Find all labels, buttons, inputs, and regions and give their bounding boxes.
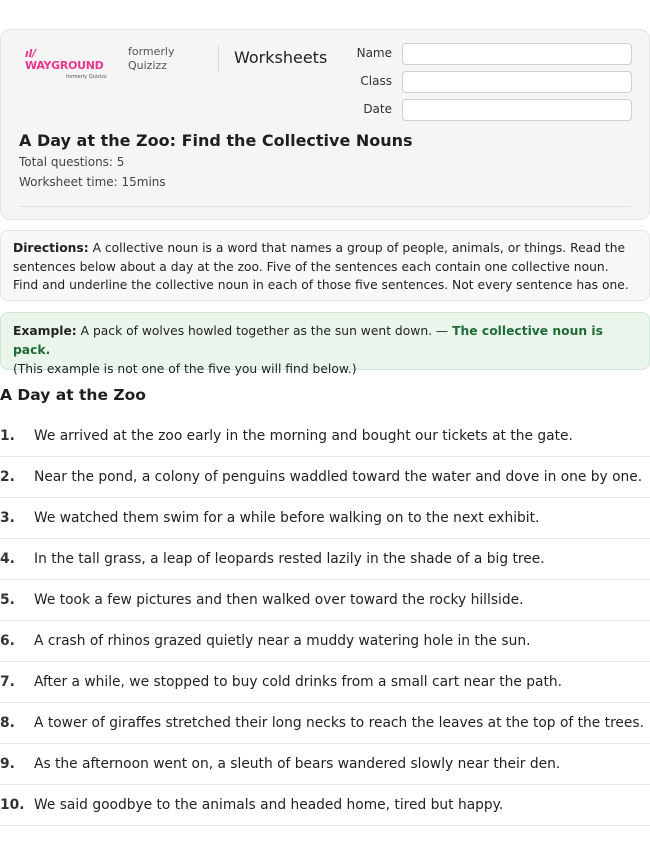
question-row — [0, 703, 650, 744]
question-row — [0, 539, 650, 580]
question-text: After a while, we stopped to buy cold drinks from a small cart near the path. — [34, 674, 563, 690]
directions-label: Directions: — [13, 241, 89, 255]
question-text: A tower of giraffes stretched their long necks to reach the leaves at the top of the trees. — [34, 715, 644, 731]
class-label: Class — [360, 74, 392, 88]
question-number: 5. — [0, 592, 15, 608]
question-text: We arrived at the zoo early in the morning and bought our tickets at the gate. — [34, 428, 573, 444]
question-number: 3. — [0, 510, 15, 526]
question-list — [0, 416, 650, 826]
question-number: 1. — [0, 428, 15, 444]
question-number: 8. — [0, 715, 15, 731]
question-row — [0, 416, 650, 457]
question-number: 7. — [0, 674, 15, 690]
formerly-name: Quizizz — [128, 59, 168, 72]
example-box — [0, 312, 650, 376]
wayground-logo — [25, 48, 115, 78]
worksheets-label: Worksheets — [234, 48, 328, 67]
question-text: We took a few pictures and then walked over toward the rocky hillside. — [34, 592, 524, 608]
question-number: 6. — [0, 633, 15, 649]
header-rule — [19, 206, 631, 207]
question-row — [0, 744, 650, 785]
question-text: As the afternoon went on, a sleuth of bears wandered slowly near their den. — [34, 756, 561, 772]
logo-subtext: formerly Quizizz — [66, 74, 107, 80]
example-answer: The collective noun is pack. — [13, 324, 603, 357]
worksheet-header — [0, 29, 650, 220]
logo-text: WAYGROUND — [25, 59, 104, 72]
date-label: Date — [363, 102, 392, 116]
question-text: We watched them swim for a while before walking on to the next exhibit. — [34, 510, 540, 526]
question-row — [0, 785, 650, 826]
question-text: Near the pond, a colony of penguins waddled toward the water and dove in one by one. — [34, 469, 643, 485]
question-row — [0, 498, 650, 539]
question-text: We said goodbye to the animals and headed home, tired but happy. — [34, 797, 504, 813]
question-number: 9. — [0, 756, 15, 772]
name-label: Name — [356, 46, 392, 60]
total-questions: Total questions: 5 — [19, 155, 125, 169]
example-label: Example: — [13, 324, 77, 338]
section-title: A Day at the Zoo — [0, 386, 146, 404]
date-field[interactable] — [402, 99, 632, 121]
worksheet-time: Worksheet time: 15mins — [19, 175, 166, 189]
question-number: 2. — [0, 469, 15, 485]
directions-text: A collective noun is a word that names a group of people, animals, or things. Read the sentences below about a day at the zoo. Five of the sentences each contain one collective noun. Find and underline the collective noun in each of those five sentences. Not every sentence has one. — [13, 241, 629, 292]
example-text: A pack of wolves howled together as the sun went down. — — [80, 324, 453, 338]
question-number: 10. — [0, 797, 25, 813]
logo-mark-icon: ıl/ — [25, 47, 36, 60]
question-row — [0, 457, 650, 498]
question-row — [0, 580, 650, 621]
name-field[interactable] — [402, 43, 632, 65]
question-row — [0, 662, 650, 703]
formerly-quizizz-note — [128, 45, 198, 73]
question-text: A crash of rhinos grazed quietly near a muddy watering hole in the sun. — [34, 633, 531, 649]
question-row — [0, 621, 650, 662]
worksheet-title: A Day at the Zoo: Find the Collective Nouns — [19, 131, 413, 150]
question-text: In the tall grass, a leap of leopards rested lazily in the shade of a big tree. — [34, 551, 545, 567]
formerly-label: formerly — [128, 45, 175, 58]
header-divider — [218, 46, 219, 72]
class-field[interactable] — [402, 71, 632, 93]
question-number: 4. — [0, 551, 15, 567]
example-note: (This example is not one of the five you will find below.) — [13, 362, 357, 376]
directions-box — [0, 230, 650, 301]
